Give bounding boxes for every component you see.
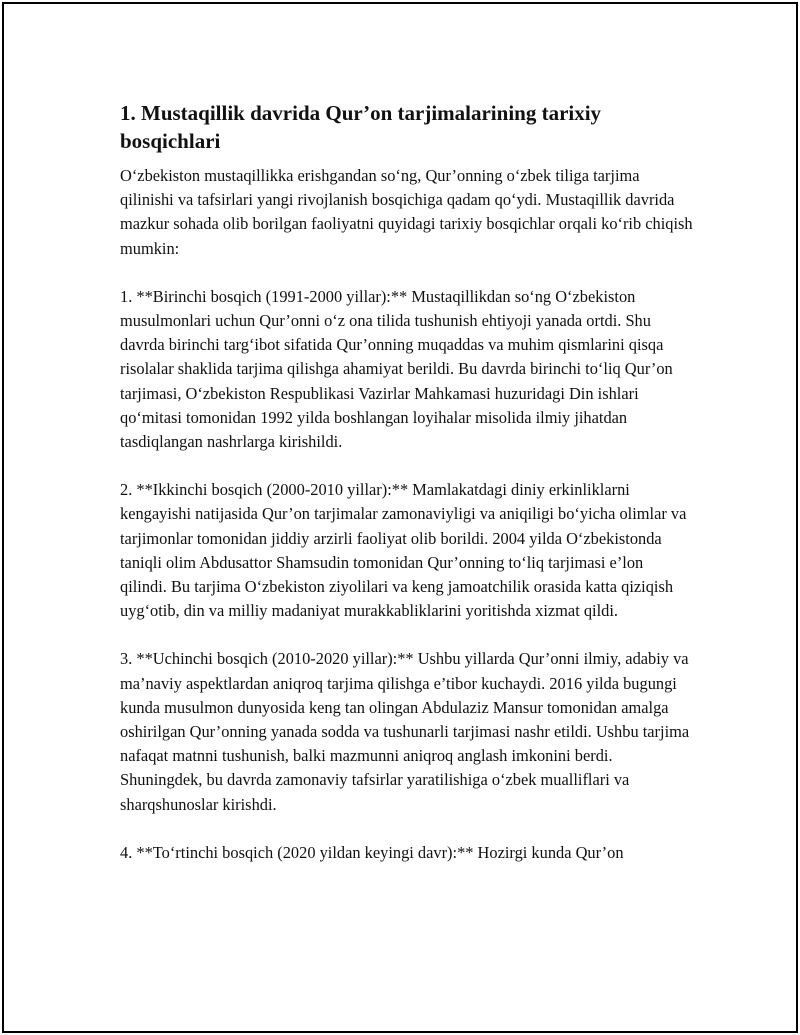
- document-body: [120, 99, 694, 889]
- stage-paragraph-2: 2. **Ikkinchi bosqich (2000-2010 yillar):** Mamlakatdagi diniy erkinliklarni kengayishi natijasida Qur’on tarjimalar zamonaviyligi va aniqiligi bo‘yicha olimlar va tarjimonlar tomonidan jiddiy arzirli faoliyat olib borildi. 2004 yilda O‘zbekistonda taniqli olim Abdusattor Shamsudin tomonidan Qur’onning to‘liq tarjimasi e’lon qilindi. Bu tarjima O‘zbekiston ziyolilari va keng jamoatchilik orasida katta qiziqish uyg‘otib, din va milliy madaniyat murakkabliklarini yoritishda xizmat qildi.: [120, 480, 687, 621]
- intro-paragraph: O‘zbekiston mustaqillikka erishgandan so‘ng, Qur’onning o‘zbek tiliga tarjima qilinishi va tafsirlari yangi rivojlanish bosqichiga qadam qo‘ydi. Mustaqillik davrida mazkur sohada olib borilgan faoliyatni quyidagi tarixiy bosqichlar orqali ko‘rib chiqish mumkin:: [120, 166, 693, 258]
- page-frame: [2, 2, 798, 1033]
- stage-paragraph-3: 3. **Uchinchi bosqich (2010-2020 yillar):** Ushbu yillarda Qur’onni ilmiy, adabiy va ma’naviy aspektlardan aniqroq tarjima qilishga e’tibor kuchaydi. 2016 yilda bugungi kunda musulmon dunyosida keng tan olingan Abdulaziz Mansur tomonidan amalga oshirilgan Qur’onning yanada sodda va tushunarli tarjimasi nashr etildi. Ushbu tarjima nafaqat matnni tushunish, balki mazmunni aniqroq anglash imkonini berdi. Shuningdek, bu davrda zamonaviy tafsirlar yaratilishiga o‘zbek mualliflari va sharqshunoslar kirishdi.: [120, 649, 690, 814]
- stage-paragraph-1: 1. **Birinchi bosqich (1991-2000 yillar):** Mustaqillikdan so‘ng O‘zbekiston musulmonlari uchun Qur’onni o‘z ona tilida tushunish ehtiyoji yanada ortdi. Shu davrda birinchi targ‘ibot sifatida Qur’onning muqaddas va muhim qismlarini qisqa risolalar shaklida tarjima qilishga ahamiyat berildi. Bu davrda birinchi to‘liq Qur’on tarjimasi, O‘zbekiston Respublikasi Vazirlar Mahkamasi huzuridagi Din ishlari qo‘mitasi tomonidan 1992 yilda boshlangan loyihalar misolida ilmiy jihatdan tasdiqlangan nashrlarga kirishildi.: [120, 286, 673, 452]
- section-heading: 1. Mustaqillik davrida Qur’on tarjimalarining tarixiy bosqichlari: [120, 101, 602, 153]
- stage-paragraph-4: 4. **To‘rtinchi bosqich (2020 yildan keyingi davr):** Hozirgi kunda Qur’on: [120, 842, 624, 862]
